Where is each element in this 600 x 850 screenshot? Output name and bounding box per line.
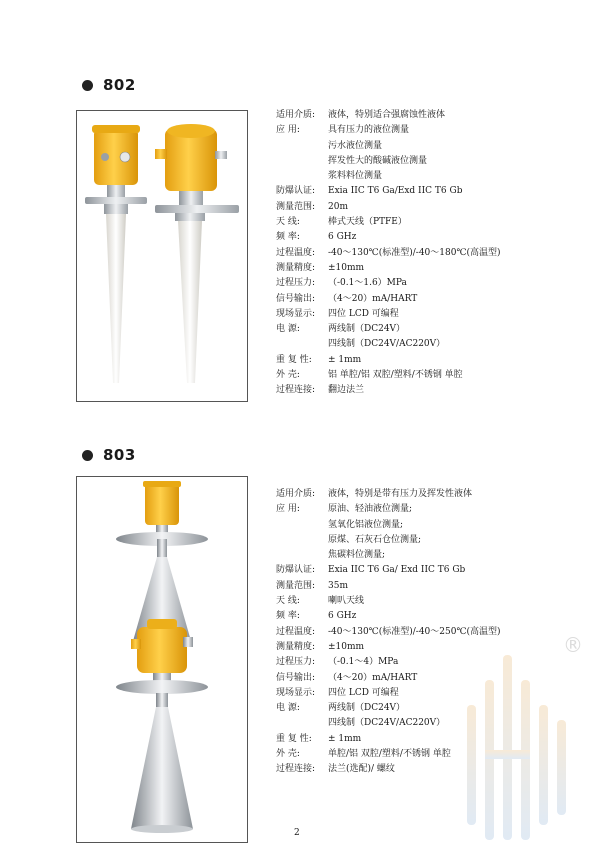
- spec-value: ±10mm: [328, 262, 365, 273]
- model-number: 803: [103, 446, 136, 464]
- spec-value: （-0.1～1.6）MPa: [328, 278, 407, 289]
- spec-label: 重 复 性:: [276, 354, 312, 365]
- spec-label: 外 壳:: [276, 749, 300, 760]
- spec-value: （4～20）mA/HART: [328, 672, 418, 683]
- spec-label: 过程连接:: [276, 385, 316, 396]
- spec-row-application-cont: [276, 154, 576, 169]
- spec-label: 过程压力:: [276, 657, 316, 668]
- spec-label: 适用介质:: [276, 110, 316, 120]
- spec-label: 防爆认证:: [276, 565, 316, 576]
- spec-label: 重 复 性:: [276, 733, 312, 744]
- spec-label: 天 线:: [276, 596, 300, 607]
- spec-value: 原煤、石灰石仓位测量;: [328, 534, 422, 545]
- spec-row-application: [276, 123, 576, 138]
- spec-label: 天 线:: [276, 217, 300, 228]
- spec-value: 法兰(选配)/ 螺纹: [328, 764, 395, 775]
- spec-label: 外 壳:: [276, 370, 300, 381]
- registered-mark: ®: [563, 633, 583, 657]
- spec-value: 两线制（DC24V）: [328, 703, 406, 714]
- spec-label: 过程连接:: [276, 764, 316, 775]
- spec-label: 电 源:: [276, 703, 300, 714]
- spec-label: 过程温度:: [276, 626, 316, 637]
- spec-label: 防爆认证:: [276, 186, 316, 197]
- bullet-icon: [82, 450, 93, 461]
- spec-value: Exia IIC T6 Ga/ Exd IIC T6 Gb: [328, 565, 466, 576]
- spec-row-application-cont: [276, 518, 576, 533]
- spec-row-repeatability: [276, 353, 576, 368]
- spec-label: 应 用:: [276, 125, 300, 136]
- spec-label: 测量范围:: [276, 580, 316, 591]
- spec-value: 铝 单腔/铝 双腔/塑料/不锈钢 单腔: [328, 370, 463, 381]
- spec-value: 两线制（DC24V）: [328, 324, 406, 335]
- brand-watermark-logo: [455, 610, 595, 850]
- spec-row-ex-certification: [276, 563, 576, 578]
- spec-value: 四线制（DC24V/AC220V）: [328, 339, 446, 350]
- spec-row-accuracy: [276, 261, 576, 276]
- spec-value: 四位 LCD 可编程: [328, 687, 399, 698]
- page-number: 2: [294, 828, 300, 838]
- bullet-icon: [82, 80, 93, 91]
- spec-value: ±10mm: [328, 641, 365, 652]
- spec-value: 具有压力的液位测量: [328, 125, 410, 136]
- spec-value: 四线制（DC24V/AC220V）: [328, 718, 446, 729]
- section-802-heading: [82, 76, 136, 94]
- spec-value: （4～20）mA/HART: [328, 293, 418, 304]
- spec-value: 喇叭天线: [328, 596, 365, 607]
- rod-radar-level-gauge-image: [77, 111, 247, 401]
- spec-value: 单腔/铝 双腔/塑料/不锈钢 单腔: [328, 749, 451, 760]
- section-803-heading: [82, 446, 136, 464]
- spec-row-antenna: [276, 215, 576, 230]
- spec-label: 过程温度:: [276, 247, 316, 258]
- spec-list-802: [276, 108, 576, 399]
- spec-value: （-0.1～4）MPa: [328, 657, 399, 668]
- spec-row-display: [276, 307, 576, 322]
- spec-value: 四位 LCD 可编程: [328, 308, 399, 319]
- spec-value: 6 GHz: [328, 611, 357, 622]
- spec-row-medium: [276, 108, 576, 123]
- spec-label: 信号输出:: [276, 672, 316, 683]
- spec-value: 挥发性大的酸碱液位测量: [328, 155, 428, 166]
- spec-label: 测量范围:: [276, 201, 316, 212]
- spec-row-power: [276, 322, 576, 337]
- spec-label: 电 源:: [276, 324, 300, 335]
- spec-row-pressure: [276, 276, 576, 291]
- spec-row-ex-certification: [276, 184, 576, 199]
- spec-row-range: [276, 579, 576, 594]
- spec-row-process-connection: [276, 383, 576, 398]
- spec-value: 焦碳料位测量;: [328, 550, 386, 561]
- spec-row-signal-output: [276, 292, 576, 307]
- spec-value: -40～130℃(标准型)/-40～250℃(高温型): [328, 626, 501, 637]
- spec-label: 测量精度:: [276, 262, 316, 273]
- spec-row-power-cont: [276, 337, 576, 352]
- spec-value: 20m: [328, 201, 348, 212]
- spec-value: 浆料料位测量: [328, 171, 383, 182]
- spec-value: Exia IIC T6 Ga/Exd IIC T6 Gb: [328, 186, 463, 197]
- spec-row-frequency: [276, 230, 576, 245]
- product-photo-803: [76, 476, 248, 843]
- horn-radar-level-gauge-image: [77, 477, 247, 842]
- spec-value: 液体，特别适合强腐蚀性液体: [328, 110, 446, 120]
- spec-value: -40～130℃(标准型)/-40～180℃(高温型): [328, 247, 501, 258]
- spec-row-application-cont: [276, 548, 576, 563]
- product-photo-802: [76, 110, 248, 402]
- spec-value: 翻边法兰: [328, 385, 365, 396]
- spec-row-application: [276, 502, 576, 517]
- spec-row-application-cont: [276, 533, 576, 548]
- spec-row-housing: [276, 368, 576, 383]
- spec-value: 原油、轻油液位测量;: [328, 504, 413, 515]
- spec-value: 35m: [328, 580, 348, 591]
- spec-value: 氢氧化铝液位测量;: [328, 519, 404, 530]
- spec-row-application-cont: [276, 139, 576, 154]
- spec-value: 6 GHz: [328, 232, 357, 243]
- spec-label: 测量精度:: [276, 641, 316, 652]
- model-number: 802: [103, 76, 136, 94]
- spec-label: 频 率:: [276, 611, 300, 622]
- spec-value: ± 1mm: [328, 354, 362, 365]
- spec-label: 适用介质:: [276, 489, 316, 499]
- spec-label: 应 用:: [276, 504, 300, 515]
- spec-label: 现场显示:: [276, 308, 316, 319]
- spec-row-antenna: [276, 594, 576, 609]
- spec-value: ± 1mm: [328, 733, 362, 744]
- spec-value: 污水液位测量: [328, 140, 383, 151]
- spec-row-application-cont: [276, 169, 576, 184]
- spec-label: 过程压力:: [276, 278, 316, 289]
- spec-value: 棒式天线（PTFE）: [328, 217, 407, 228]
- spec-label: 频 率:: [276, 232, 300, 243]
- spec-value: 液体，特别是带有压力及挥发性液体: [328, 489, 473, 499]
- spec-label: 信号输出:: [276, 293, 316, 304]
- spec-label: 现场显示:: [276, 687, 316, 698]
- spec-row-medium: [276, 487, 576, 502]
- spec-row-temperature: [276, 246, 576, 261]
- spec-row-range: [276, 200, 576, 215]
